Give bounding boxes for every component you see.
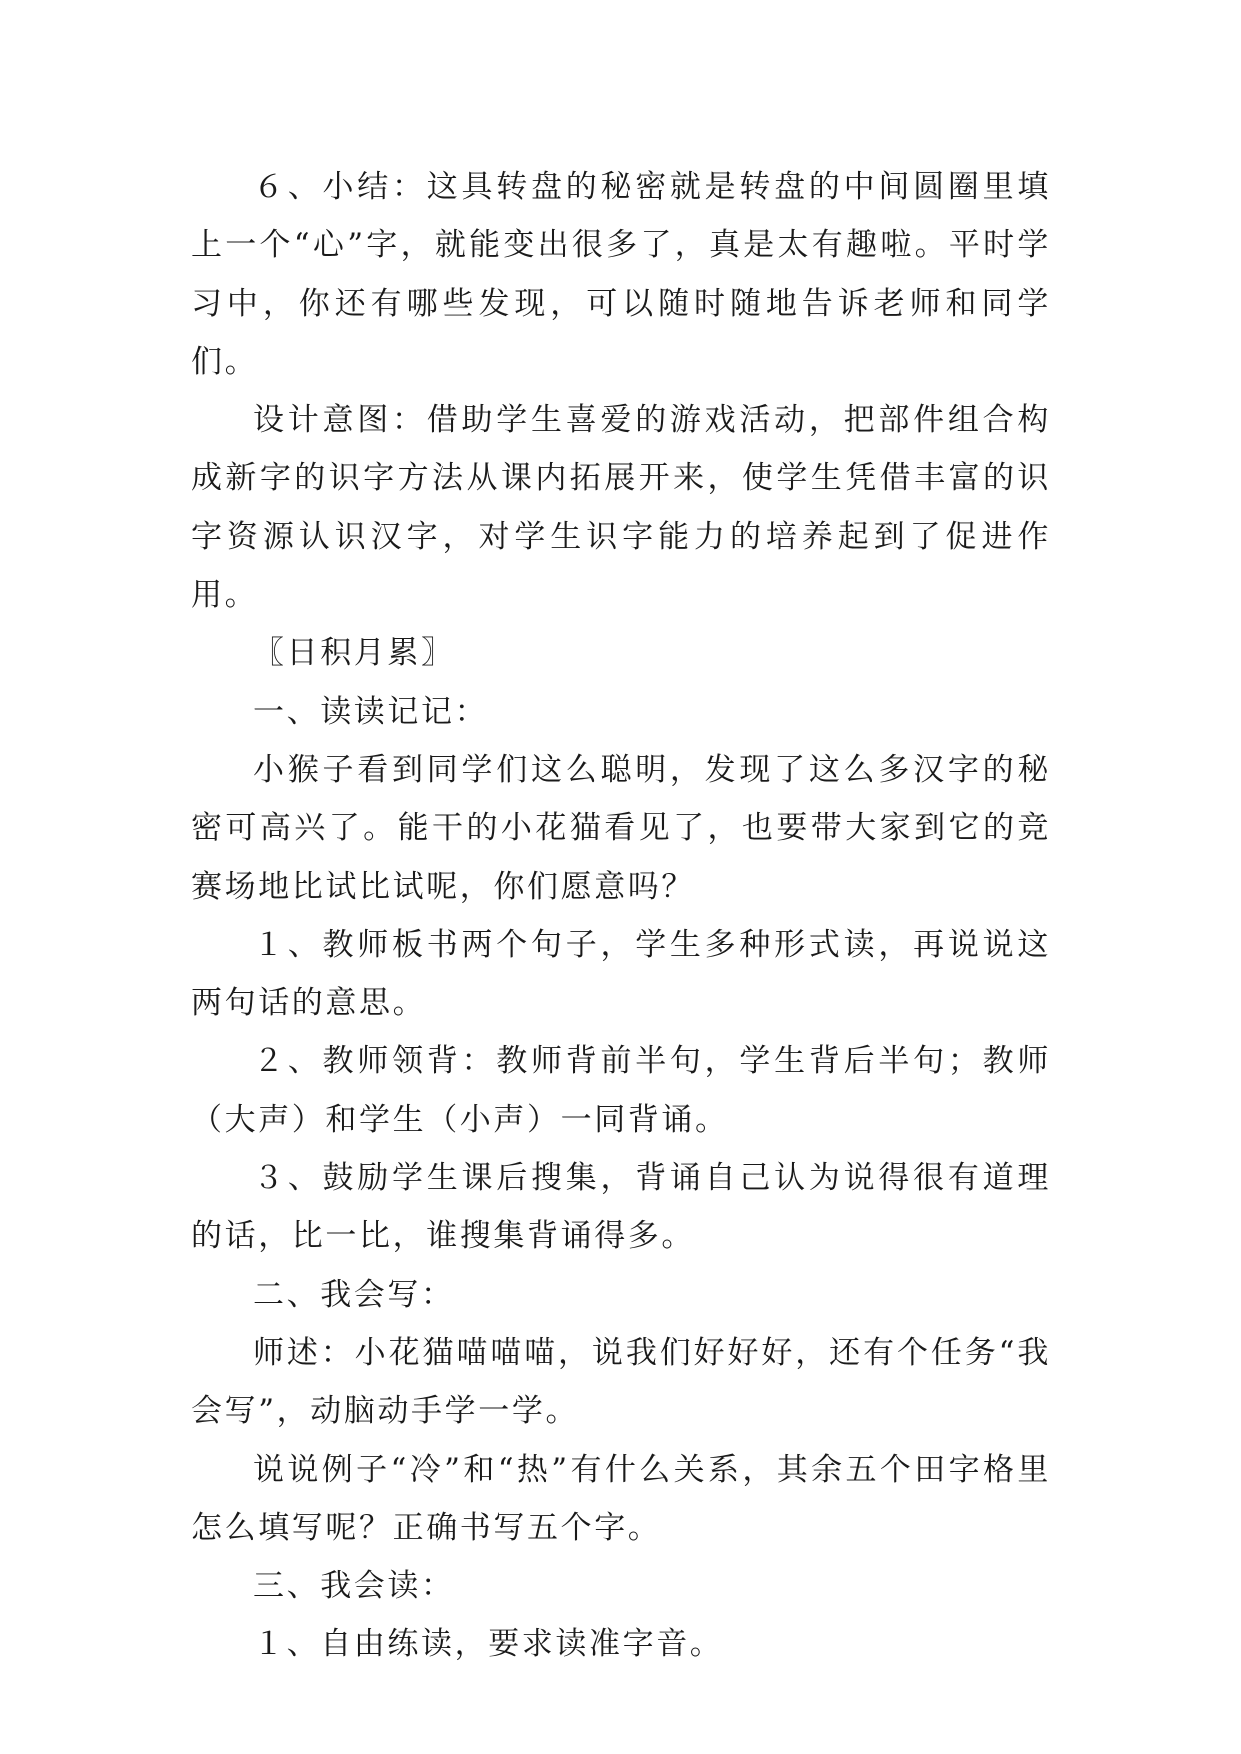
document-body	[191, 158, 1051, 1674]
subheading-i-can-write: 二、我会写：	[253, 1276, 455, 1313]
paragraph-design-intent: 设计意图：借助学生喜爱的游戏活动，把部件组合构成新字的识字方法从课内拓展开来，使学生凭借丰富的识字资源认识汉字，对学生识字能力的培养起到了促进作用。	[191, 402, 1051, 614]
paragraph-little-monkey: 小猴子看到同学们这么聪明，发现了这么多汉字的秘密可高兴了。能干的小花猫看见了，也要带大家到它的竞赛场地比试比试呢，你们愿意吗？	[191, 751, 1051, 905]
paragraph-example-characters: 说说例子“冷”和“热”有什么关系，其余五个田字格里怎么填写呢？正确书写五个字。	[191, 1451, 1051, 1546]
subheading-i-can-read: 三、我会读：	[253, 1568, 455, 1605]
list-item-3: ３、鼓励学生课后搜集，背诵自己认为说得很有道理的话，比一比，谁搜集背诵得多。	[191, 1160, 1051, 1255]
list-item-free-reading: １、自由练读，要求读准字音。	[253, 1626, 724, 1663]
paragraph-summary: ６、小结：这具转盘的秘密就是转盘的中间圆圈里填上一个“心”字，就能变出很多了，真是太有趣啦。平时学习中，你还有哪些发现，可以随时随地告诉老师和同学们。	[191, 169, 1051, 380]
list-item-2: ２、教师领背：教师背前半句，学生背后半句；教师（大声）和学生（小声）一同背诵。	[191, 1043, 1051, 1138]
paragraph-teacher-narration: 师述：小花猫喵喵喵，说我们好好好，还有个任务“我会写”，动脑动手学一学。	[191, 1334, 1051, 1430]
subheading-read-and-remember: 一、读读记记：	[253, 693, 489, 730]
list-item-1: １、教师板书两个句子，学生多种形式读，再说说这两句话的意思。	[191, 926, 1051, 1022]
section-heading-daily-accumulation: 〖日积月累〗	[253, 635, 455, 672]
